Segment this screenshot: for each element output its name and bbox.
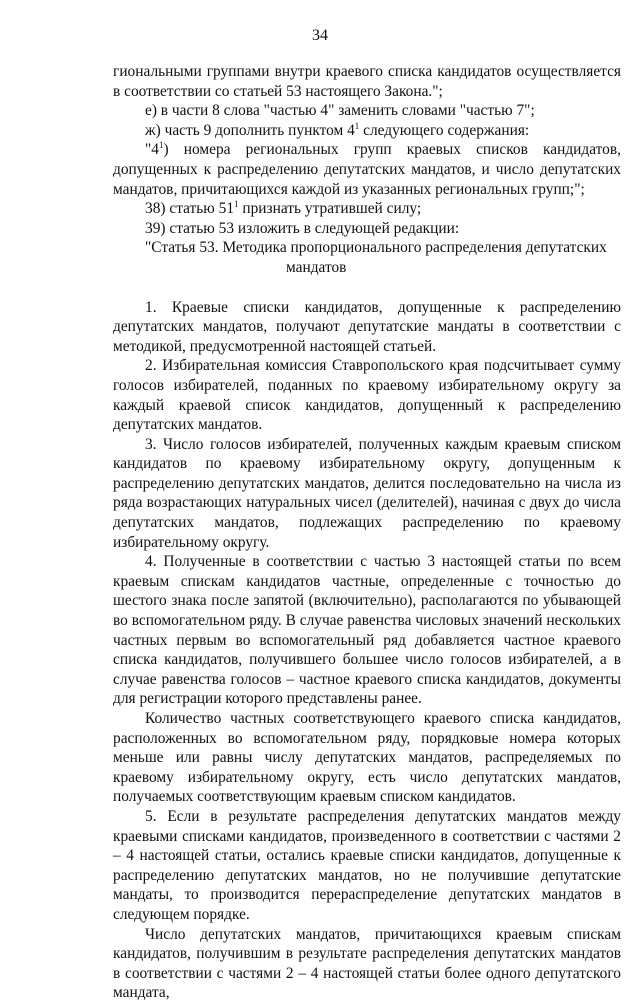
article-paragraph: 5. Если в результате распределения депутатских мандатов между краевыми списками кандидатов, произведенного в соответствии с частями 2 – 4 настоящей статьи, остались краевые списки кандидатов, допущенные к распределению депутатских мандатов, но не получившие депутатские мандаты, то производится перераспределение депутатских мандатов в следующем порядке. <box>113 807 621 923</box>
article-paragraph: Число депутатских мандатов, причитающихся краевым спискам кандидатов, получившим в результате распределения депутатских мандатов в соответствии с частями 2 – 4 настоящей статьи более одного депутатского мандата, <box>113 925 621 1002</box>
article-heading: "Статья 53. Методика пропорционального распределения депутатских мандатов <box>145 239 607 276</box>
document-body <box>113 62 621 1003</box>
article-paragraph: 1. Краевые списки кандидатов, допущенные к распределению депутатских мандатов, получают депутатские мандаты в соответствии с методикой, предусмотренной настоящей статьей. <box>113 298 621 355</box>
paragraph-item-39: 39) статью 53 изложить в следующей редакции: <box>145 219 460 237</box>
paragraph-intro: гиональными группами внутри краевого списка кандидатов осуществляется в соответствии со статьей 53 настоящего Закона."; <box>113 63 621 100</box>
article-paragraph: 3. Число голосов избирателей, полученных каждым краевым списком кандидатов по краевому избирательному округу, допущенным к распределению депутатских мандатов, делится последовательно на числа из ряда возрастающих натуральных чисел (делителей), начиная с двух до числа депутатских мандатов, подлежащих распределению по краевому избирательному округу. <box>113 435 621 551</box>
paragraph-item-zh: ж) часть 9 дополнить пунктом $4^1$ следующего содержания: <box>145 120 530 139</box>
paragraph-item-e: е) в части 8 слова "частью 4" заменить словами "частью 7"; <box>145 102 535 120</box>
article-paragraph: 4. Полученные в соответствии с частью 3 настоящей статьи по всем краевым спискам кандидатов частные, определенные с точностью до шестого знака после запятой (включительно), располагаются по убывающей во вспомогательном ряду. В случае равенства числовых значений нескольких частных первым во вспомогательный ряд добавляется частное краевого списка кандидатов, получившего большее число голосов избирателей, а в случае равенства голосов – частное краевого списка кандидатов, документы для регистрации которого представлены ранее. <box>113 553 621 708</box>
article-paragraph: Количество частных соответствующего краевого списка кандидатов, расположенных во вспомогательном ряду, порядковые номера которых меньше или равны числу депутатских мандатов, распределяемых по краевому избирательному округу, есть число депутатских мандатов, получаемых соответствующим краевым списком кандидатов. <box>113 710 621 806</box>
article-paragraph: 2. Избирательная комиссия Ставропольского края подсчитывает сумму голосов избирателей, поданных по краевому избирательному округу за каждый краевой список кандидатов, допущенный к распределению депутатских мандатов. <box>113 357 621 434</box>
page-number: 34 <box>312 27 328 44</box>
paragraph-point-4-1: "$4^1$) номера региональных групп краевых списков кандидатов, допущенных к распределению депутатских мандатов, и число депутатских мандатов, причитающихся каждой из указанных региональных групп;"; <box>113 140 621 198</box>
paragraph-item-38: 38) статью $51^1$ признать утратившей силу; <box>145 199 422 218</box>
